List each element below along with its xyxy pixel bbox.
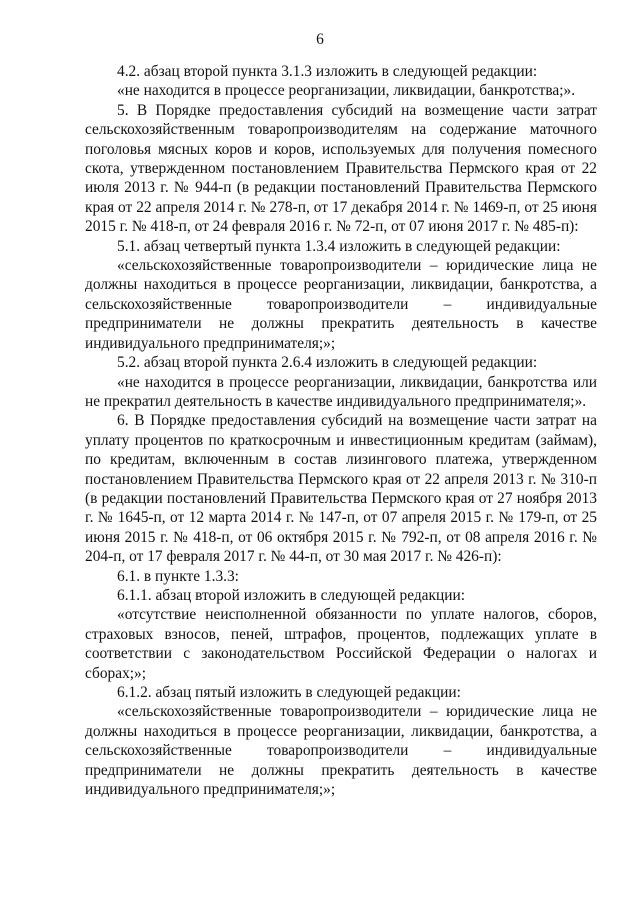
paragraph-6-1-2-quote: «сельскохозяйственные товаропроизводители – юридические лица не должны находиться в процессе реорганизации, ликвидации, банкротства, а сельскохозяйственные товаропроизводители – индивидуальные предприниматели не должны прекратить деятельность в качестве индивидуального предпринимателя;»; — [85, 703, 597, 799]
paragraph-6-1: 6.1. в пункте 1.3.3: — [117, 567, 239, 585]
paragraph-4-2: 4.2. абзац второй пункта 3.1.3 изложить в следующей редакции: — [117, 63, 538, 80]
document-body — [85, 62, 597, 799]
paragraph-5-1-quote: «сельскохозяйственные товаропроизводители – юридические лица не должны находиться в процессе реорганизации, ликвидации, банкротства, а сельскохозяйственные товаропроизводители – индивидуальные предприниматели не должны прекратить деятельность в качестве индивидуального предпринимателя;»; — [85, 257, 597, 352]
paragraph-5-2-quote: «не находится в процессе реорганизации, ликвидации, банкротства или не прекратил деятельность в качестве индивидуального предпринимателя;». — [85, 373, 597, 410]
paragraph-4-2-quote: «не находится в процессе реорганизации, ликвидации, банкротства;». — [117, 82, 576, 100]
paragraph-6-1-2: 6.1.2. абзац пятый изложить в следующей редакции: — [117, 684, 461, 701]
paragraph-5-1: 5.1. абзац четвертый пункта 1.3.4 изложить в следующей редакции: — [117, 237, 561, 255]
paragraph-6-1-1-quote: «отсутствие неисполненной обязанности по уплате налогов, сборов, страховых взносов, пеней, штрафов, процентов, подлежащих уплате в соответствии с законодательством Российской Федерации о налогах и сборах;»; — [85, 606, 597, 682]
page-number: 6 — [316, 31, 324, 48]
paragraph-5: 5. В Порядке предоставления субсидий на возмещение части затрат сельскохозяйственным товаропроизводителям на содержание маточного поголовья мясных коров и коров, используемых для получения помесного скота, утвержденном постановлением Правительства Пермского края от 22 июля 2013 г. № 944-п (в редакции постановлений Правительства Пермского края от 22 апреля 2014 г. № 278-п, от 17 декабря 2014 г. № 1469-п, от 25 июня 2015 г. № 418-п, от 24 февраля 2016 г. № 72-п, от 07 июня 2017 г. № 485-п): — [85, 101, 597, 236]
paragraph-5-2: 5.2. абзац второй пункта 2.6.4 изложить в следующей редакции: — [117, 354, 538, 372]
paragraph-6: 6. В Порядке предоставления субсидий на возмещение части затрат на уплату процентов по краткосрочным и инвестиционным кредитам (займам), по кредитам, включенным в состав лизингового платежа, утвержденном постановлением Правительства Пермского края от 22 апреля 2013 г. № 310-п (в редакции постановлений Правительства Пермского края от 27 ноября 2013 г. № 1645-п, от 12 марта 2014 г. № 147-п, от 07 апреля 2015 г. № 179-п, от 25 июня 2015 г. № 418-п, от 06 октября 2015 г. № 792-п, от 08 апреля 2016 г. № 204-п, от 17 февраля 2017 г. № 44-п, от 30 мая 2017 г. № 426-п): — [85, 412, 597, 566]
paragraph-6-1-1: 6.1.1. абзац второй изложить в следующей редакции: — [117, 586, 465, 604]
